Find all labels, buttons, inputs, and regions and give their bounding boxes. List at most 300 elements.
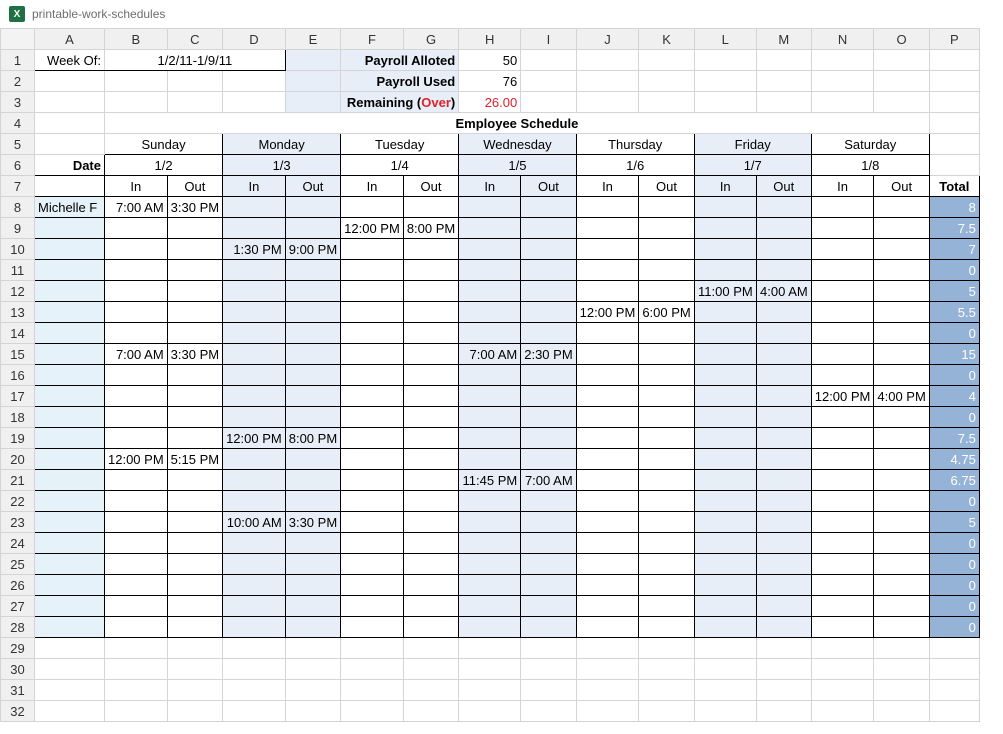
- time-in-cell[interactable]: [459, 575, 521, 596]
- out-header[interactable]: Out: [285, 176, 340, 197]
- time-in-cell[interactable]: [811, 365, 874, 386]
- row-header-18[interactable]: 18: [1, 407, 35, 428]
- row-header-11[interactable]: 11: [1, 260, 35, 281]
- time-in-cell[interactable]: 11:45 PM: [459, 470, 521, 491]
- time-in-cell[interactable]: [811, 407, 874, 428]
- time-in-cell[interactable]: [811, 197, 874, 218]
- time-in-cell[interactable]: [105, 554, 168, 575]
- time-in-cell[interactable]: [223, 575, 286, 596]
- employee-name-cell[interactable]: Michelle F: [35, 197, 105, 218]
- time-in-cell[interactable]: [811, 239, 874, 260]
- time-in-cell[interactable]: [105, 617, 168, 638]
- time-in-cell[interactable]: [811, 491, 874, 512]
- time-in-cell[interactable]: [223, 260, 286, 281]
- time-out-cell[interactable]: [639, 239, 694, 260]
- time-in-cell[interactable]: [694, 596, 756, 617]
- time-in-cell[interactable]: [341, 302, 404, 323]
- time-in-cell[interactable]: [341, 533, 404, 554]
- time-in-cell[interactable]: 11:00 PM: [694, 281, 756, 302]
- day-name-friday[interactable]: Friday: [694, 134, 811, 155]
- time-in-cell[interactable]: [105, 407, 168, 428]
- time-out-cell[interactable]: [756, 302, 811, 323]
- time-out-cell[interactable]: [167, 386, 222, 407]
- time-out-cell[interactable]: [874, 470, 929, 491]
- column-header-d[interactable]: D: [223, 29, 286, 50]
- time-out-cell[interactable]: [521, 218, 576, 239]
- time-out-cell[interactable]: [285, 260, 340, 281]
- time-in-cell[interactable]: [341, 344, 404, 365]
- time-out-cell[interactable]: [403, 386, 458, 407]
- row-header-2[interactable]: 2: [1, 71, 35, 92]
- page-title[interactable]: Employee Schedule: [105, 113, 930, 134]
- time-in-cell[interactable]: [223, 323, 286, 344]
- time-out-cell[interactable]: [756, 344, 811, 365]
- time-out-cell[interactable]: [285, 470, 340, 491]
- column-header-n[interactable]: N: [811, 29, 874, 50]
- time-out-cell[interactable]: [403, 239, 458, 260]
- time-in-cell[interactable]: [811, 617, 874, 638]
- time-out-cell[interactable]: 7:00 AM: [521, 470, 576, 491]
- time-in-cell[interactable]: [105, 323, 168, 344]
- total-hours-cell[interactable]: 0: [929, 260, 979, 281]
- employee-name-cell[interactable]: [35, 281, 105, 302]
- time-in-cell[interactable]: [576, 449, 639, 470]
- time-in-cell[interactable]: [223, 197, 286, 218]
- column-header-f[interactable]: F: [341, 29, 404, 50]
- time-in-cell[interactable]: [105, 260, 168, 281]
- time-in-cell[interactable]: [576, 491, 639, 512]
- time-out-cell[interactable]: [403, 575, 458, 596]
- time-out-cell[interactable]: [874, 239, 929, 260]
- time-out-cell[interactable]: [285, 596, 340, 617]
- time-out-cell[interactable]: [521, 323, 576, 344]
- time-out-cell[interactable]: [521, 491, 576, 512]
- time-in-cell[interactable]: [694, 470, 756, 491]
- in-header[interactable]: In: [459, 176, 521, 197]
- time-out-cell[interactable]: [639, 281, 694, 302]
- time-out-cell[interactable]: [403, 344, 458, 365]
- time-out-cell[interactable]: 3:30 PM: [285, 512, 340, 533]
- time-out-cell[interactable]: [639, 596, 694, 617]
- time-in-cell[interactable]: [694, 554, 756, 575]
- employee-name-cell[interactable]: [35, 239, 105, 260]
- time-out-cell[interactable]: [521, 575, 576, 596]
- column-header-p[interactable]: P: [929, 29, 979, 50]
- time-in-cell[interactable]: [576, 344, 639, 365]
- row-header-21[interactable]: 21: [1, 470, 35, 491]
- time-in-cell[interactable]: 12:00 PM: [811, 386, 874, 407]
- time-in-cell[interactable]: [459, 323, 521, 344]
- row-header-4[interactable]: 4: [1, 113, 35, 134]
- time-out-cell[interactable]: [285, 575, 340, 596]
- time-out-cell[interactable]: [874, 344, 929, 365]
- time-in-cell[interactable]: [341, 281, 404, 302]
- time-out-cell[interactable]: [874, 323, 929, 344]
- row-header-3[interactable]: 3: [1, 92, 35, 113]
- time-in-cell[interactable]: [811, 575, 874, 596]
- out-header[interactable]: Out: [167, 176, 222, 197]
- time-out-cell[interactable]: [521, 617, 576, 638]
- time-out-cell[interactable]: [874, 449, 929, 470]
- employee-name-cell[interactable]: [35, 428, 105, 449]
- time-out-cell[interactable]: [639, 554, 694, 575]
- employee-name-cell[interactable]: [35, 470, 105, 491]
- row-header-15[interactable]: 15: [1, 344, 35, 365]
- time-in-cell[interactable]: [459, 491, 521, 512]
- time-in-cell[interactable]: [694, 575, 756, 596]
- time-in-cell[interactable]: [459, 449, 521, 470]
- time-out-cell[interactable]: [756, 218, 811, 239]
- time-in-cell[interactable]: [223, 554, 286, 575]
- time-out-cell[interactable]: [874, 365, 929, 386]
- time-in-cell[interactable]: [459, 218, 521, 239]
- time-in-cell[interactable]: [811, 260, 874, 281]
- time-in-cell[interactable]: [811, 554, 874, 575]
- time-out-cell[interactable]: [521, 239, 576, 260]
- time-in-cell[interactable]: 10:00 AM: [223, 512, 286, 533]
- row-header-23[interactable]: 23: [1, 512, 35, 533]
- time-in-cell[interactable]: [459, 428, 521, 449]
- time-out-cell[interactable]: [167, 617, 222, 638]
- time-out-cell[interactable]: [167, 428, 222, 449]
- employee-name-cell[interactable]: [35, 386, 105, 407]
- total-hours-cell[interactable]: 15: [929, 344, 979, 365]
- time-in-cell[interactable]: [576, 533, 639, 554]
- employee-name-cell[interactable]: [35, 218, 105, 239]
- time-out-cell[interactable]: [285, 407, 340, 428]
- time-in-cell[interactable]: [576, 407, 639, 428]
- time-in-cell[interactable]: [223, 491, 286, 512]
- row-header-22[interactable]: 22: [1, 491, 35, 512]
- time-in-cell[interactable]: [694, 386, 756, 407]
- time-in-cell[interactable]: [105, 218, 168, 239]
- time-in-cell[interactable]: [223, 470, 286, 491]
- employee-name-cell[interactable]: [35, 260, 105, 281]
- day-name-monday[interactable]: Monday: [223, 134, 341, 155]
- remaining-value[interactable]: 26.00: [459, 92, 521, 113]
- time-in-cell[interactable]: [105, 491, 168, 512]
- time-out-cell[interactable]: 4:00 PM: [874, 386, 929, 407]
- time-out-cell[interactable]: [167, 407, 222, 428]
- in-header[interactable]: In: [223, 176, 286, 197]
- time-in-cell[interactable]: [341, 554, 404, 575]
- time-out-cell[interactable]: [521, 512, 576, 533]
- time-out-cell[interactable]: [756, 365, 811, 386]
- time-out-cell[interactable]: [756, 239, 811, 260]
- time-out-cell[interactable]: [403, 365, 458, 386]
- time-out-cell[interactable]: [167, 575, 222, 596]
- time-in-cell[interactable]: [459, 281, 521, 302]
- employee-name-cell[interactable]: [35, 302, 105, 323]
- row-header-13[interactable]: 13: [1, 302, 35, 323]
- time-in-cell[interactable]: [576, 218, 639, 239]
- time-in-cell[interactable]: [811, 281, 874, 302]
- time-out-cell[interactable]: [756, 407, 811, 428]
- row-header-7[interactable]: 7: [1, 176, 35, 197]
- time-in-cell[interactable]: [694, 365, 756, 386]
- time-out-cell[interactable]: 4:00 AM: [756, 281, 811, 302]
- time-in-cell[interactable]: [223, 596, 286, 617]
- time-out-cell[interactable]: [403, 197, 458, 218]
- time-out-cell[interactable]: [639, 197, 694, 218]
- time-out-cell[interactable]: [285, 197, 340, 218]
- time-out-cell[interactable]: [167, 596, 222, 617]
- row-header-8[interactable]: 8: [1, 197, 35, 218]
- time-out-cell[interactable]: [874, 197, 929, 218]
- time-out-cell[interactable]: [639, 428, 694, 449]
- time-in-cell[interactable]: [341, 575, 404, 596]
- employee-name-cell[interactable]: [35, 533, 105, 554]
- row-header-9[interactable]: 9: [1, 218, 35, 239]
- time-out-cell[interactable]: [403, 323, 458, 344]
- time-out-cell[interactable]: [285, 617, 340, 638]
- time-in-cell[interactable]: [811, 470, 874, 491]
- day-date-wednesday[interactable]: 1/5: [459, 155, 576, 176]
- time-out-cell[interactable]: [756, 617, 811, 638]
- time-out-cell[interactable]: 9:00 PM: [285, 239, 340, 260]
- time-in-cell[interactable]: [341, 323, 404, 344]
- total-hours-cell[interactable]: 5: [929, 512, 979, 533]
- time-in-cell[interactable]: [341, 449, 404, 470]
- day-date-saturday[interactable]: 1/8: [811, 155, 929, 176]
- row-header-29[interactable]: 29: [1, 638, 35, 659]
- time-in-cell[interactable]: [811, 302, 874, 323]
- day-date-sunday[interactable]: 1/2: [105, 155, 223, 176]
- time-in-cell[interactable]: [694, 491, 756, 512]
- time-out-cell[interactable]: [521, 428, 576, 449]
- column-header-k[interactable]: K: [639, 29, 694, 50]
- column-header-c[interactable]: C: [167, 29, 222, 50]
- time-in-cell[interactable]: [811, 323, 874, 344]
- total-hours-cell[interactable]: 0: [929, 407, 979, 428]
- time-out-cell[interactable]: [874, 575, 929, 596]
- column-header-m[interactable]: M: [756, 29, 811, 50]
- time-out-cell[interactable]: [403, 449, 458, 470]
- time-in-cell[interactable]: [341, 470, 404, 491]
- time-in-cell[interactable]: [459, 260, 521, 281]
- time-out-cell[interactable]: [639, 323, 694, 344]
- time-out-cell[interactable]: 5:15 PM: [167, 449, 222, 470]
- total-hours-cell[interactable]: 4.75: [929, 449, 979, 470]
- in-header[interactable]: In: [105, 176, 168, 197]
- time-out-cell[interactable]: [639, 617, 694, 638]
- time-in-cell[interactable]: [341, 512, 404, 533]
- out-header[interactable]: Out: [874, 176, 929, 197]
- time-in-cell[interactable]: [341, 617, 404, 638]
- row-header-5[interactable]: 5: [1, 134, 35, 155]
- time-out-cell[interactable]: [403, 260, 458, 281]
- payroll-used-label[interactable]: Payroll Used: [341, 71, 459, 92]
- time-out-cell[interactable]: [756, 596, 811, 617]
- time-out-cell[interactable]: [167, 281, 222, 302]
- time-in-cell[interactable]: [576, 470, 639, 491]
- time-in-cell[interactable]: [811, 218, 874, 239]
- time-in-cell[interactable]: [694, 323, 756, 344]
- row-header-26[interactable]: 26: [1, 575, 35, 596]
- time-out-cell[interactable]: [167, 491, 222, 512]
- day-date-thursday[interactable]: 1/6: [576, 155, 694, 176]
- time-in-cell[interactable]: [341, 260, 404, 281]
- time-in-cell[interactable]: [459, 512, 521, 533]
- day-name-saturday[interactable]: Saturday: [811, 134, 929, 155]
- time-out-cell[interactable]: [874, 260, 929, 281]
- employee-name-cell[interactable]: [35, 554, 105, 575]
- total-hours-cell[interactable]: 0: [929, 533, 979, 554]
- date-label[interactable]: Date: [35, 155, 105, 176]
- time-out-cell[interactable]: [403, 407, 458, 428]
- day-name-wednesday[interactable]: Wednesday: [459, 134, 576, 155]
- time-in-cell[interactable]: [459, 596, 521, 617]
- time-in-cell[interactable]: [105, 596, 168, 617]
- time-in-cell[interactable]: [105, 302, 168, 323]
- time-out-cell[interactable]: [403, 596, 458, 617]
- time-in-cell[interactable]: [223, 449, 286, 470]
- time-in-cell[interactable]: [459, 407, 521, 428]
- select-all-corner[interactable]: [1, 29, 35, 50]
- time-out-cell[interactable]: [756, 260, 811, 281]
- row-header-10[interactable]: 10: [1, 239, 35, 260]
- column-header-b[interactable]: B: [105, 29, 168, 50]
- in-header[interactable]: In: [811, 176, 874, 197]
- time-out-cell[interactable]: [167, 239, 222, 260]
- time-out-cell[interactable]: [521, 197, 576, 218]
- row-header-12[interactable]: 12: [1, 281, 35, 302]
- total-hours-cell[interactable]: 7.5: [929, 428, 979, 449]
- total-hours-cell[interactable]: 0: [929, 554, 979, 575]
- row-header-20[interactable]: 20: [1, 449, 35, 470]
- total-hours-cell[interactable]: 7: [929, 239, 979, 260]
- time-in-cell[interactable]: [576, 512, 639, 533]
- time-in-cell[interactable]: [811, 344, 874, 365]
- row-header-24[interactable]: 24: [1, 533, 35, 554]
- out-header[interactable]: Out: [521, 176, 576, 197]
- time-out-cell[interactable]: [167, 260, 222, 281]
- time-out-cell[interactable]: [521, 386, 576, 407]
- time-in-cell[interactable]: [223, 533, 286, 554]
- total-hours-cell[interactable]: 5.5: [929, 302, 979, 323]
- time-out-cell[interactable]: [874, 281, 929, 302]
- time-out-cell[interactable]: [639, 533, 694, 554]
- time-in-cell[interactable]: [223, 344, 286, 365]
- time-out-cell[interactable]: [521, 365, 576, 386]
- time-in-cell[interactable]: [576, 281, 639, 302]
- week-of-label[interactable]: Week Of:: [35, 50, 105, 71]
- time-in-cell[interactable]: 7:00 AM: [459, 344, 521, 365]
- total-hours-cell[interactable]: 7.5: [929, 218, 979, 239]
- employee-name-cell[interactable]: [35, 617, 105, 638]
- time-out-cell[interactable]: [167, 218, 222, 239]
- time-out-cell[interactable]: [403, 491, 458, 512]
- column-header-i[interactable]: I: [521, 29, 576, 50]
- time-in-cell[interactable]: [576, 575, 639, 596]
- time-in-cell[interactable]: [341, 491, 404, 512]
- time-in-cell[interactable]: [576, 554, 639, 575]
- row-header-28[interactable]: 28: [1, 617, 35, 638]
- time-in-cell[interactable]: [576, 386, 639, 407]
- employee-name-cell[interactable]: [35, 512, 105, 533]
- time-out-cell[interactable]: [874, 302, 929, 323]
- in-header[interactable]: In: [694, 176, 756, 197]
- time-in-cell[interactable]: 7:00 AM: [105, 197, 168, 218]
- column-header-g[interactable]: G: [403, 29, 458, 50]
- time-out-cell[interactable]: [639, 407, 694, 428]
- time-in-cell[interactable]: [576, 365, 639, 386]
- time-out-cell[interactable]: [521, 596, 576, 617]
- time-out-cell[interactable]: [521, 407, 576, 428]
- row-header-31[interactable]: 31: [1, 680, 35, 701]
- row-header-30[interactable]: 30: [1, 659, 35, 680]
- column-header-h[interactable]: H: [459, 29, 521, 50]
- total-hours-cell[interactable]: 0: [929, 617, 979, 638]
- time-out-cell[interactable]: [639, 365, 694, 386]
- total-hours-cell[interactable]: 5: [929, 281, 979, 302]
- time-out-cell[interactable]: [167, 554, 222, 575]
- day-name-sunday[interactable]: Sunday: [105, 134, 223, 155]
- time-in-cell[interactable]: [576, 596, 639, 617]
- time-out-cell[interactable]: [403, 428, 458, 449]
- time-out-cell[interactable]: [521, 533, 576, 554]
- total-hours-cell[interactable]: 0: [929, 596, 979, 617]
- time-out-cell[interactable]: [874, 428, 929, 449]
- payroll-alloted-value[interactable]: 50: [459, 50, 521, 71]
- time-in-cell[interactable]: [105, 281, 168, 302]
- employee-name-cell[interactable]: [35, 407, 105, 428]
- remaining-label[interactable]: [341, 92, 459, 113]
- total-header[interactable]: Total: [929, 176, 979, 197]
- time-in-cell[interactable]: [459, 197, 521, 218]
- total-hours-cell[interactable]: 8: [929, 197, 979, 218]
- time-out-cell[interactable]: 8:00 PM: [285, 428, 340, 449]
- week-of-value[interactable]: 1/2/11-1/9/11: [105, 50, 286, 71]
- time-out-cell[interactable]: 8:00 PM: [403, 218, 458, 239]
- time-out-cell[interactable]: [756, 470, 811, 491]
- row-header-27[interactable]: 27: [1, 596, 35, 617]
- day-date-tuesday[interactable]: 1/4: [341, 155, 459, 176]
- row-header-25[interactable]: 25: [1, 554, 35, 575]
- time-in-cell[interactable]: [694, 449, 756, 470]
- in-header[interactable]: In: [341, 176, 404, 197]
- time-in-cell[interactable]: [223, 386, 286, 407]
- time-in-cell[interactable]: [811, 512, 874, 533]
- column-header-o[interactable]: O: [874, 29, 929, 50]
- time-in-cell[interactable]: [459, 554, 521, 575]
- time-in-cell[interactable]: [694, 260, 756, 281]
- out-header[interactable]: Out: [639, 176, 694, 197]
- time-out-cell[interactable]: [639, 575, 694, 596]
- time-out-cell[interactable]: 3:30 PM: [167, 197, 222, 218]
- time-out-cell[interactable]: [874, 512, 929, 533]
- time-out-cell[interactable]: [874, 596, 929, 617]
- time-out-cell[interactable]: [756, 197, 811, 218]
- time-in-cell[interactable]: 12:00 PM: [105, 449, 168, 470]
- time-out-cell[interactable]: [167, 323, 222, 344]
- time-out-cell[interactable]: [403, 470, 458, 491]
- time-in-cell[interactable]: [223, 218, 286, 239]
- time-out-cell[interactable]: [403, 533, 458, 554]
- time-in-cell[interactable]: [341, 596, 404, 617]
- time-in-cell[interactable]: 12:00 PM: [223, 428, 286, 449]
- time-out-cell[interactable]: [285, 386, 340, 407]
- column-header-j[interactable]: J: [576, 29, 639, 50]
- time-out-cell[interactable]: [521, 260, 576, 281]
- time-out-cell[interactable]: [167, 365, 222, 386]
- time-in-cell[interactable]: [694, 218, 756, 239]
- employee-name-cell[interactable]: [35, 575, 105, 596]
- time-out-cell[interactable]: [639, 386, 694, 407]
- time-out-cell[interactable]: [403, 554, 458, 575]
- total-hours-cell[interactable]: 4: [929, 386, 979, 407]
- time-in-cell[interactable]: [105, 239, 168, 260]
